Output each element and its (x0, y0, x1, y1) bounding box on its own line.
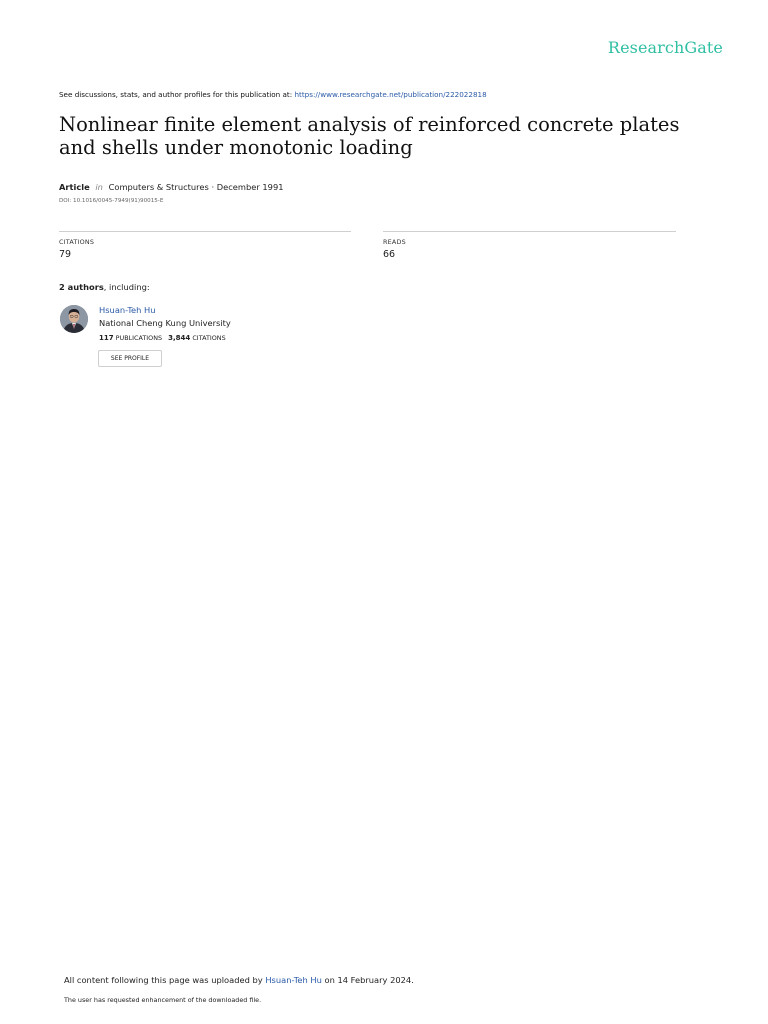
author-photo-icon (60, 305, 88, 333)
author-avatar[interactable] (60, 305, 88, 333)
reads-value: 66 (383, 249, 396, 260)
reads-label: READS (383, 238, 406, 246)
venue-date: Computers & Structures · December 1991 (108, 182, 284, 192)
author-publications-count: 117 (99, 334, 114, 342)
author-institution: National Cheng Kung University (99, 318, 231, 328)
in-word: in (95, 182, 103, 192)
publication-meta (59, 182, 284, 192)
publication-title: Nonlinear finite element analysis of reinforced concrete plates and shells under monotonic loading (59, 113, 680, 159)
citations-value: 79 (59, 249, 72, 260)
citations-label: CITATIONS (59, 238, 95, 246)
citations-divider (59, 231, 351, 232)
authors-including: , including: (103, 282, 150, 292)
authors-heading (59, 282, 150, 292)
publication-url-link[interactable]: https://www.researchgate.net/publication/222022818 (294, 90, 487, 99)
researchgate-logo[interactable]: ResearchGate (607, 38, 723, 57)
uploader-link[interactable]: Hsuan-Teh Hu (265, 975, 322, 985)
enhancement-note: The user has requested enhancement of the downloaded file. (64, 996, 262, 1004)
discussions-line (59, 90, 487, 99)
author-citations-label: CITATIONS (192, 334, 226, 342)
reads-divider (383, 231, 676, 232)
upload-suffix: on 14 February 2024. (324, 975, 414, 985)
upload-prefix: All content following this page was uploaded by (64, 975, 263, 985)
author-name-link[interactable]: Hsuan-Teh Hu (99, 305, 156, 315)
publication-doi: DOI: 10.1016/0045-7949(91)90015-E (59, 198, 164, 204)
upload-info (64, 975, 414, 985)
author-citations-count: 3,844 (168, 334, 191, 342)
discussions-prefix: See discussions, stats, and author profiles for this publication at: (59, 90, 293, 99)
see-profile-button[interactable]: SEE PROFILE (98, 350, 162, 367)
author-publications-label: PUBLICATIONS (115, 334, 163, 342)
publication-type: Article (59, 182, 90, 192)
authors-count: 2 authors (59, 282, 104, 292)
author-stats (99, 334, 226, 342)
